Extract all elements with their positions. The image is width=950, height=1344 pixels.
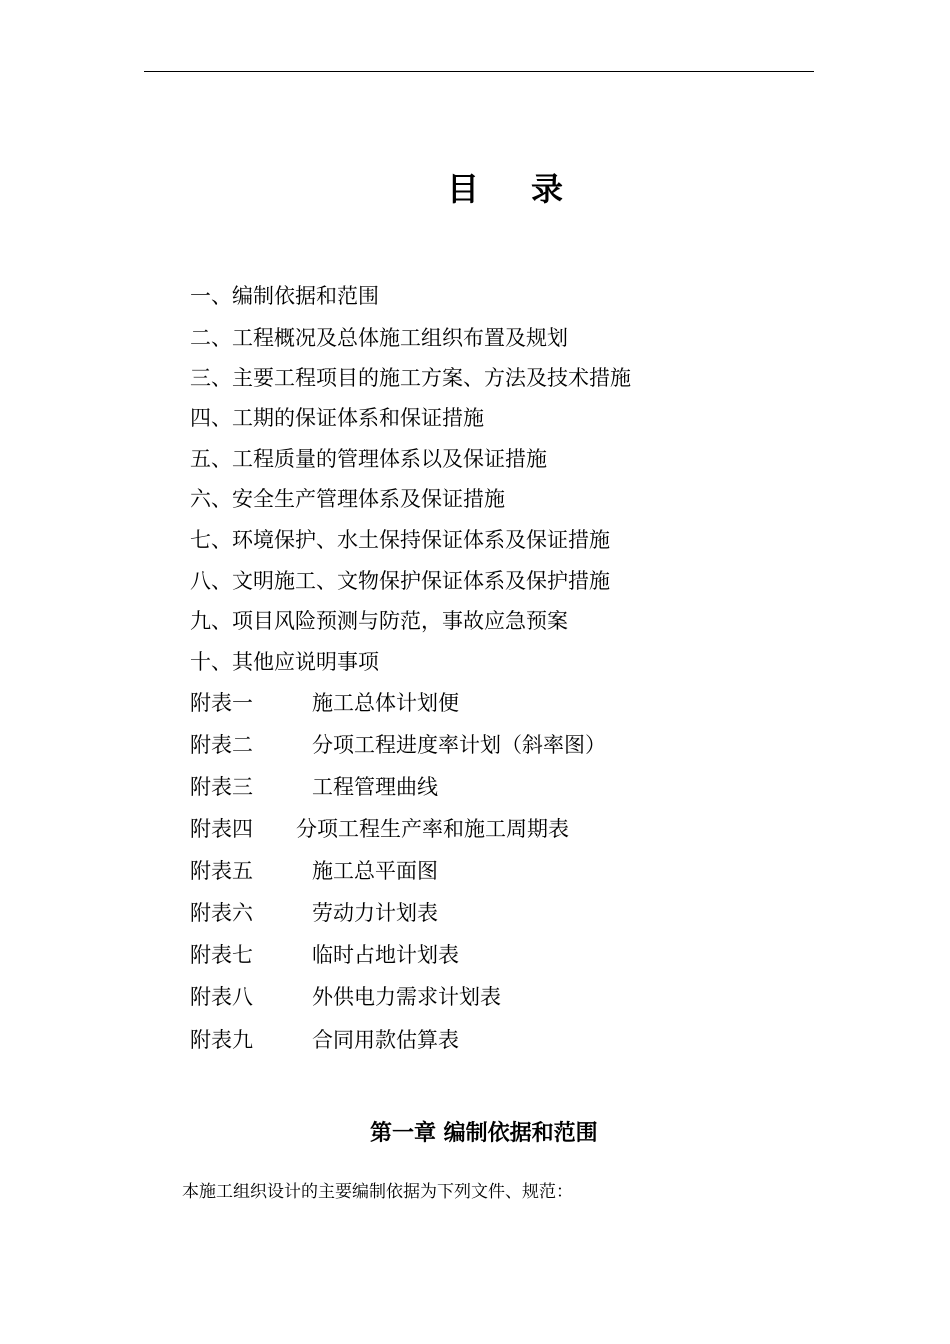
toc-entry[interactable]: 二、工程概况及总体施工组织布置及规划 <box>190 326 568 350</box>
appendix-code: 附表七 <box>190 943 253 967</box>
appendix-title: 劳动力计划表 <box>312 901 438 925</box>
toc-entry[interactable]: 十、其他应说明事项 <box>190 650 379 674</box>
appendix-title: 施工总平面图 <box>312 859 438 883</box>
appendix-code: 附表五 <box>190 859 253 883</box>
appendix-title: 合同用款估算表 <box>312 1028 459 1052</box>
toc-entry[interactable]: 五、工程质量的管理体系以及保证措施 <box>190 447 547 471</box>
appendix-code: 附表一 <box>190 691 253 715</box>
appendix-code: 附表四 <box>190 817 253 841</box>
appendix-code: 附表六 <box>190 901 253 925</box>
appendix-title: 工程管理曲线 <box>312 775 438 799</box>
toc-entry[interactable]: 三、主要工程项目的施工方案、方法及技术措施 <box>190 366 631 390</box>
appendix-title: 外供电力需求计划表 <box>312 985 501 1009</box>
toc-title-char-1: 目 <box>446 170 479 208</box>
appendix-code: 附表九 <box>190 1028 253 1052</box>
toc-title-char-2: 录 <box>531 170 564 208</box>
appendix-title: 施工总体计划便 <box>312 691 459 715</box>
toc-entry[interactable]: 六、安全生产管理体系及保证措施 <box>190 487 505 511</box>
appendix-title: 分项工程进度率计划（斜率图） <box>312 733 606 757</box>
appendix-title: 临时占地计划表 <box>312 943 459 967</box>
toc-entry[interactable]: 九、项目风险预测与防范，事故应急预案 <box>190 609 568 633</box>
toc-entry[interactable]: 一、编制依据和范围 <box>190 284 379 308</box>
appendix-code: 附表二 <box>190 733 253 757</box>
toc-entry[interactable]: 四、工期的保证体系和保证措施 <box>190 406 484 430</box>
appendix-code: 附表八 <box>190 985 253 1009</box>
toc-entry[interactable]: 八、文明施工、文物保护保证体系及保护措施 <box>190 569 610 593</box>
appendix-code: 附表三 <box>190 775 253 799</box>
appendix-title: 分项工程生产率和施工周期表 <box>296 817 569 841</box>
toc-entry[interactable]: 七、环境保护、水土保持保证体系及保证措施 <box>190 528 610 552</box>
chapter-heading: 第一章 编制依据和范围 <box>370 1121 598 1146</box>
chapter-intro-paragraph: 本施工组织设计的主要编制依据为下列文件、规范： <box>182 1182 573 1202</box>
